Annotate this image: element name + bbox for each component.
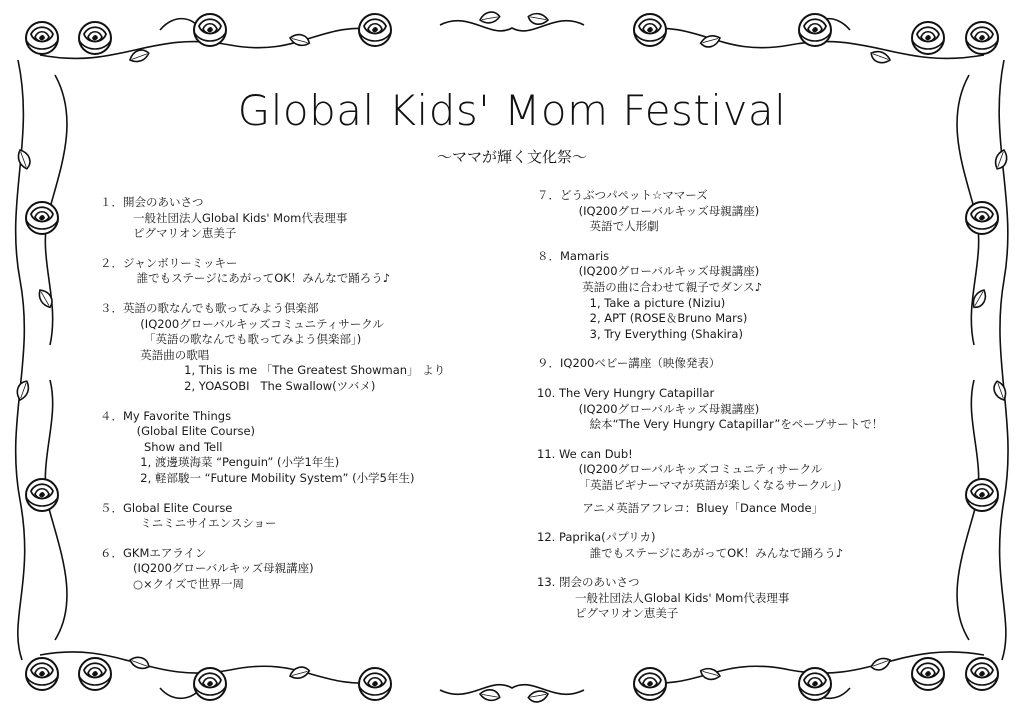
program-item-heading: ８．Mamaris: [537, 248, 610, 263]
program-item-heading: ４．My Favorite Things: [100, 408, 232, 423]
program-item-line: 2, APT (ROSE＆Bruno Mars): [575, 311, 748, 326]
program-item-line: (IQ200グローバルキッズ母親講座): [575, 264, 760, 279]
item-number: ４．: [100, 408, 123, 423]
item-number: １．: [100, 195, 123, 209]
program-item: [100, 301, 480, 395]
program-item-line: ○×クイズで世界一周: [133, 576, 244, 591]
program-item: [100, 501, 480, 532]
program-item-line: 1, This is me 「The Greatest Showman」 より: [133, 363, 446, 378]
item-number: ８．: [537, 248, 560, 263]
program-item-heading: ５．Global Elite Course: [100, 500, 233, 515]
program-item-heading: ３．英語の歌なんでも歌ってみよう倶楽部: [100, 300, 319, 315]
program-item-line: 誰でもステージにあがってOK！みんなで踊ろう♪: [575, 545, 844, 560]
item-number: ７．: [537, 188, 560, 202]
program-item-line: Show and Tell: [133, 439, 223, 454]
program-item: [537, 386, 937, 433]
program-item: [537, 188, 937, 235]
program-item: [100, 409, 480, 487]
program-item-line: 一般社団法人Global Kids' Mom代表理事: [575, 590, 790, 605]
program-item-heading: １．開会のあいさつ: [100, 195, 204, 209]
program-item-line: アニメ英語アフレコ：Bluey「Dance Mode」: [575, 500, 824, 515]
program-item-line: 1, Take a picture (Niziu): [575, 295, 726, 310]
item-number: 11.: [537, 446, 556, 461]
program-item-line: ピグマリオン恵美子: [133, 226, 237, 241]
program-item: [537, 249, 937, 343]
program-item-line: 英語の曲に合わせて親子でダンス♪: [575, 279, 762, 294]
program-item-line: ピグマリオン恵美子: [575, 606, 679, 621]
program-item-heading: ９．IQ200ベビー講座（映像発表）: [537, 356, 721, 371]
item-number: ２．: [100, 255, 123, 270]
item-number: 10.: [537, 385, 556, 400]
program-item-line: 絵本“The Very Hungry Catapillar”をペープサートで！: [575, 417, 884, 432]
program-item: [537, 530, 937, 561]
program-item: [100, 256, 480, 287]
program-item-heading: ７．どうぶつパペット☆ママーズ: [537, 188, 708, 202]
program-item-line: (IQ200グローバルキッズコミュニティサークル: [575, 462, 823, 477]
program-item-heading: ６．GKMエアライン: [100, 545, 207, 560]
program-item: [537, 575, 937, 622]
program-item: [537, 447, 937, 516]
item-number: ９．: [537, 356, 560, 371]
program-item-line: (IQ200グローバルキッズ母親講座): [575, 203, 760, 218]
program-item-line: 「英語ビギナーママが英語が楽しくなるサークル」): [575, 477, 842, 492]
program-item-line: 誰でもステージにあがってOK！みんなで踊ろう♪: [133, 271, 391, 286]
program-item-line: 2, YOASOBI The Swallow(ツバメ): [133, 378, 376, 393]
program-item: [100, 546, 480, 593]
item-number: ３．: [100, 300, 123, 315]
program-item-line: 「英語の歌なんでも歌ってみよう倶楽部」): [133, 332, 362, 347]
page-subtitle: ～ママが輝く文化祭～: [436, 148, 587, 166]
program-item-line: [537, 494, 937, 501]
item-number: 13.: [537, 575, 556, 590]
program-item-line: ミニミニサイエンスショー: [133, 516, 277, 531]
program-item-heading: 12. Paprika(パプリカ): [537, 530, 656, 545]
program-item-line: 3, Try Everything (Shakira): [575, 326, 743, 341]
program-list-right: [537, 188, 937, 636]
program-item-line: 1, 渡邊瑛海菜 “Penguin” (小学1年生): [133, 455, 340, 470]
page-title: Global Kids' Mom Festival: [237, 86, 787, 135]
program-item-heading: ２．ジャンボリーミッキー: [100, 255, 238, 270]
program-list-left: [100, 195, 480, 606]
program-item: [537, 356, 937, 372]
program-item-heading: 13. 閉会のあいさつ: [537, 575, 640, 590]
program-item-line: (IQ200グローバルキッズ母親講座): [575, 401, 760, 416]
item-number: 12.: [537, 530, 556, 545]
program-item-heading: 10. The Very Hungry Catapillar: [537, 385, 715, 400]
program-item-line: 2, 軽部駿一 “Future Mobility System” (小学5年生): [133, 470, 415, 485]
item-number: ５．: [100, 500, 123, 515]
program-item-line: 英語で人形劇: [575, 219, 659, 234]
program-item-line: (Global Elite Course): [133, 424, 256, 439]
program-item: [100, 195, 480, 242]
program-item-line: 一般社団法人Global Kids' Mom代表理事: [133, 210, 348, 225]
program-item-heading: 11. We can Dub!: [537, 446, 633, 461]
program-item-line: (IQ200グローバルキッズコミュニティサークル: [133, 316, 384, 331]
program-item-line: 英語曲の歌唱: [133, 347, 210, 362]
item-number: ６．: [100, 545, 123, 560]
program-item-line: (IQ200グローバルキッズ母親講座): [133, 561, 314, 576]
